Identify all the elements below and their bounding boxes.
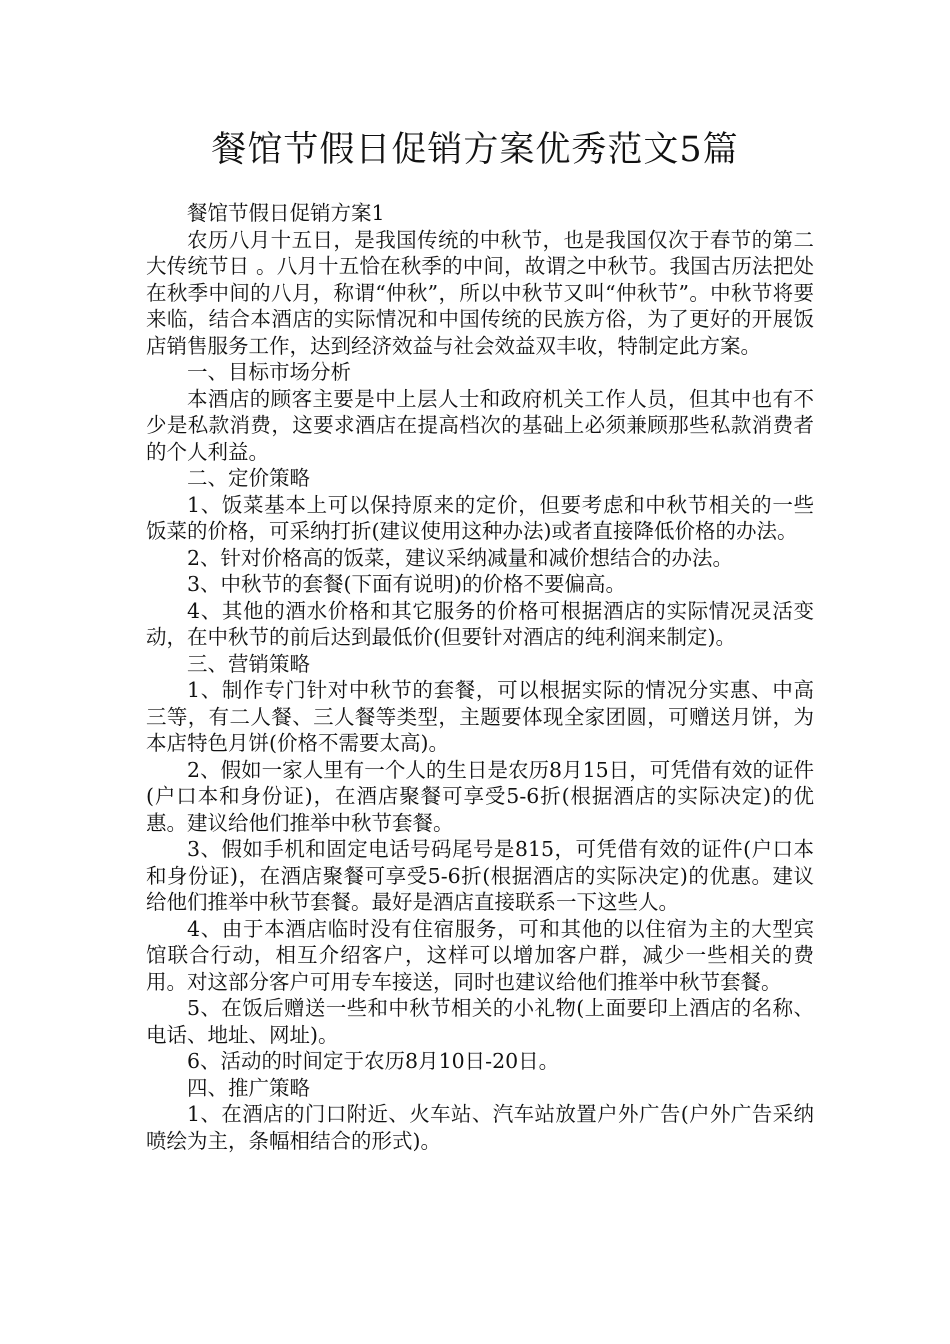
list-item: 3、中秋节的套餐(下面有说明)的价格不要偏高。 bbox=[187, 572, 627, 596]
document-body bbox=[146, 200, 814, 1154]
list-item: 1、制作专门针对中秋节的套餐，可以根据实际的情况分实惠、中高三等，有二人餐、三人餐等类型，主题要体现全家团圆，可赠送月饼，为本店特色月饼(价格不需要太高)。 bbox=[146, 678, 814, 755]
list-item: 2、针对价格高的饭菜，建议采纳减量和减价想结合的办法。 bbox=[187, 545, 734, 570]
paragraph: 农历八月十五日，是我国传统的中秋节，也是我国仅次于春节的第二大传统节日 。八月十五恰在秋季的中间，故谓之中秋节。我国古历法把处在秋季中间的八月，称谓“仲秋”，所以中秋节又叫“仲秋节”。中秋节将要来临，结合本酒店的实际情况和中国传统的民族方俗，为了更好的开展饭店销售服务工作，达到经济效益与社会效益双丰收，特制定此方案。 bbox=[146, 227, 814, 358]
document-title: 餐馆节假日促销方案优秀范文5篇 bbox=[211, 130, 739, 170]
section-heading: 二、定价策略 bbox=[187, 466, 310, 490]
section-heading: 三、营销策略 bbox=[187, 651, 310, 676]
list-item: 6、活动的时间定于农历8月10日-20日。 bbox=[187, 1049, 560, 1073]
list-item: 1、在酒店的门口附近、火车站、汽车站放置户外广告(户外广告采纳喷绘为主，条幅相结合的形式)。 bbox=[146, 1102, 814, 1153]
paragraph: 本酒店的顾客主要是中上层人士和政府机关工作人员，但其中也有不少是私款消费，这要求酒店在提高档次的基础上必须兼顾那些私款消费者的个人利益。 bbox=[146, 386, 814, 464]
list-item: 1、饭菜基本上可以保持原来的定价，但要考虑和中秋节相关的一些饭菜的价格，可采纳打折(建议使用这种办法)或者直接降低价格的办法。 bbox=[146, 492, 814, 543]
section-heading: 四、推广策略 bbox=[187, 1075, 310, 1100]
list-item: 5、在饭后赠送一些和中秋节相关的小礼物(上面要印上酒店的名称、电话、地址、网址)。 bbox=[146, 996, 814, 1047]
list-item: 4、其他的酒水价格和其它服务的价格可根据酒店的实际情况灵活变动，在中秋节的前后达到最低价(但要针对酒店的纯利润来制定)。 bbox=[146, 598, 814, 649]
list-item: 2、假如一家人里有一个人的生日是农历8月15日，可凭借有效的证件(户口本和身份证)，在酒店聚餐可享受5-6折(根据酒店的实际决定)的优惠。建议给他们推举中秋节套餐。 bbox=[146, 757, 814, 835]
section-heading: 一、目标市场分析 bbox=[187, 360, 351, 384]
section-heading: 餐馆节假日促销方案1 bbox=[187, 201, 385, 225]
list-item: 3、假如手机和固定电话号码尾号是815，可凭借有效的证件(户口本和身份证)，在酒店聚餐可享受5-6折(根据酒店的实际决定)的优惠。建议给他们推举中秋节套餐。最好是酒店直接联系一下这些人。 bbox=[146, 837, 814, 914]
list-item: 4、由于本酒店临时没有住宿服务，可和其他的以住宿为主的大型宾馆联合行动，相互介绍客户，这样可以增加客户群，减少一些相关的费用。对这部分客户可用专车接送，同时也建议给他们推举中秋节套餐。 bbox=[146, 916, 814, 994]
